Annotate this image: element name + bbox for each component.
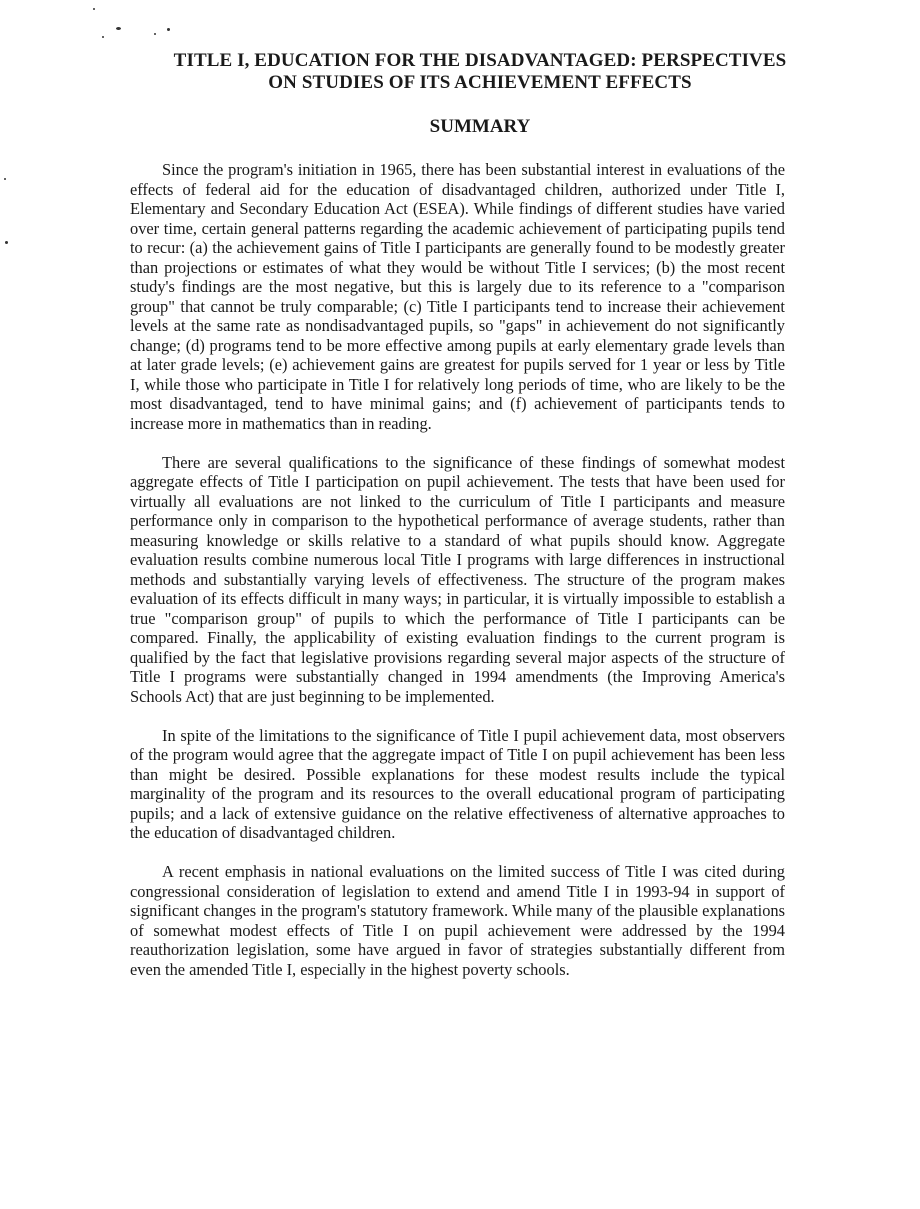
paragraph-4: A recent emphasis in national evaluations on the limited success of Title I was cited during congressional consideration of legislation to extend and amend Title I in 1993-94 in support of significant changes in the program's statutory framework. While many of the plausible explanations of somewhat modest effects of Title I on pupil achievement were addressed by the 1994 reauthorization legislation, some have argued in favor of strategies substantially different from even the amended Title I, especially in the highest poverty schools. xyxy=(130,862,785,979)
paragraph-1: Since the program's initiation in 1965, there has been substantial interest in evaluations of the effects of federal aid for the education of disadvantaged children, authorized under Title I, Elementary and Secondary Education Act (ESEA). While findings of different studies have varied over time, certain general patterns regarding the academic achievement of participating pupils tend to recur: (a) the achievement gains of Title I participants are generally found to be modestly greater than projections or estimates of what they would be without Title I services; (b) the most recent study's findings are the most negative, but this is largely due to its reference to a "comparison group" that cannot be truly comparable; (c) Title I participants tend to increase their achievement levels at the same rate as nondisadvantaged pupils, so "gaps" in achievement do not significantly change; (d) programs tend to be more effective among pupils at early elementary grade levels than at later grade levels; (e) achievement gains are greatest for pupils served for 1 year or less by Title I, while those who participate in Title I for relatively long periods of time, who are likely to be the most disadvantaged, tend to have minimal gains; and (f) achievement of participants tends to increase more in mathematics than in reading. xyxy=(130,160,785,433)
scan-speck xyxy=(167,28,170,31)
section-heading: SUMMARY xyxy=(429,116,531,137)
scan-speck xyxy=(4,178,6,180)
scan-speck xyxy=(102,36,104,38)
document-title xyxy=(100,50,860,94)
scan-speck xyxy=(154,33,156,35)
scan-speck xyxy=(93,8,95,10)
title-line-2: ON STUDIES OF ITS ACHIEVEMENT EFFECTS xyxy=(268,72,692,93)
scan-speck xyxy=(116,27,121,30)
paragraph-2: There are several qualifications to the significance of these findings of somewhat modest aggregate effects of Title I participation on pupil achievement. The tests that have been used for virtually all evaluations are not linked to the curriculum of Title I participants and measure performance only in comparison to the hypothetical performance of average students, rather than measuring knowledge or skills relative to a standard of what pupils should know. Aggregate evaluation results combine numerous local Title I programs with large differences in instructional methods and substantially varying levels of effectiveness. The structure of the program makes evaluation of its effects difficult in many ways; in particular, it is virtually impossible to establish a true "comparison group" of pupils to which the performance of Title I participants can be compared. Finally, the applicability of existing evaluation findings to the current program is qualified by the fact that legislative provisions regarding several major aspects of the structure of Title I programs were substantially changed in 1994 amendments (the Improving America's Schools Act) that are just beginning to be implemented. xyxy=(130,452,785,706)
paragraph-3: In spite of the limitations to the significance of Title I pupil achievement data, most observers of the program would agree that the aggregate impact of Title I on pupil achievement has been less than might be desired. Possible explanations for these modest results include the typical marginality of the program and its resources to the overall educational program of participating pupils; and a lack of extensive guidance on the relative effectiveness of alternative approaches to the education of disadvantaged children. xyxy=(130,725,785,842)
scan-speck xyxy=(5,241,8,244)
summary-body xyxy=(130,160,785,999)
title-line-1: TITLE I, EDUCATION FOR THE DISADVANTAGED: PERSPECTIVES xyxy=(173,50,787,71)
